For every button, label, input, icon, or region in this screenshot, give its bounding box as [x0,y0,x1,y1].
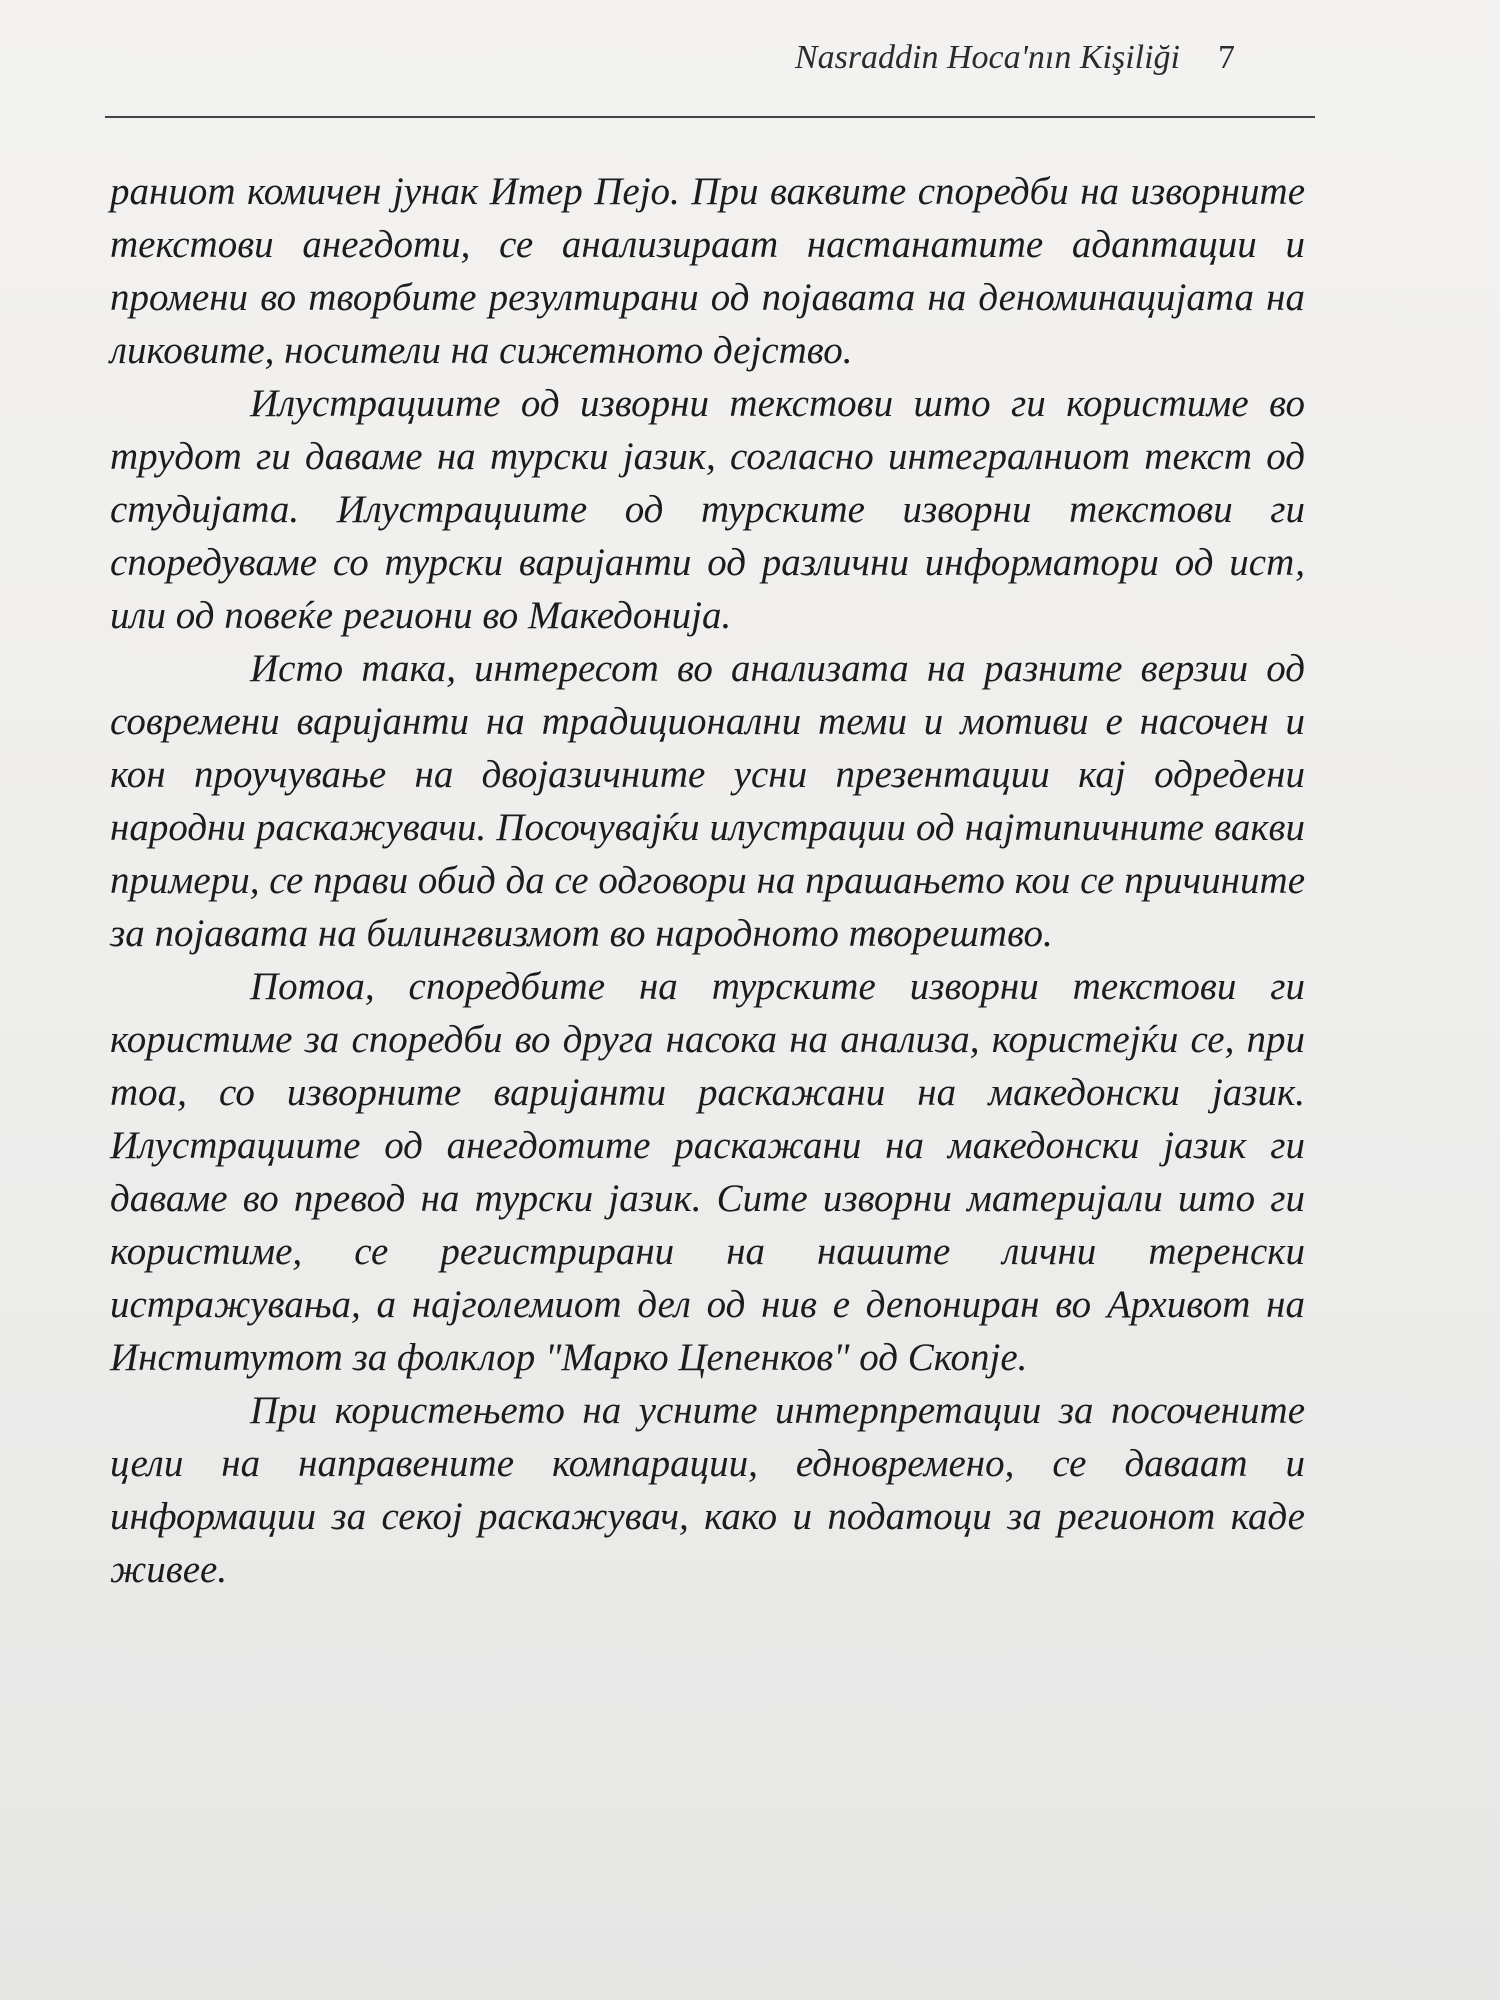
header-rule [105,116,1315,118]
paragraph-4: Потоа, споредбите на турските изворни текстови ги користиме за споредби во друга насока на анализа, користејќи се, при тоа, со изворните варијанти раскажани на македонски јазик. Илустрациите од анегдотите раскажани на македонски јазик ги даваме во превод на турски јазик. Сите изворни материјали што ги користиме, се регистрирани на нашите лични теренски истражувања, а најголемиот дел од нив е депониран во Архивот на Институтот за фолклор "Марко Цепенков" од Скопје. [110,965,1305,1379]
page-number: 7 [1218,39,1235,76]
running-header [105,28,1235,88]
paragraph-2: Илустрациите од изворни текстови што ги користиме во трудот ги даваме на турски јазик, согласно интегралниот текст од студијата. Илустрациите од турските изворни текстови ги споредуваме со турски варијанти од различни информатори од ист, или од повеќе региони во Македонија. [110,382,1305,637]
body-text [110,165,1305,1596]
paragraph-1: раниот комичен јунак Итер Пејо. При ваквите споредби на изворните текстови анегдоти, се анализираат настанатите адаптации и промени во творбите резултирани од појавата на деноминацијата на ликовите, носители на сижетното дејство. [110,170,1305,372]
header-title: Nasraddin Hoca'nın Kişiliği [794,39,1180,76]
paragraph-5: При користењето на усните интерпретации за посочените цели на направените компарации, едновремено, се даваат и информации за секој раскажувач, како и податоци за регионот каде живее. [110,1389,1305,1591]
paragraph-3: Исто така, интересот во анализата на разните верзии од современи варијанти на традиционални теми и мотиви е насочен и кон проучување на двојазичните усни презентации кај одредени народни раскажувачи. Посочувајќи илустрации од најтипичните вакви примери, се прави обид да се одговори на прашањето кои се причините за појавата на билингвизмот во народното творештво. [110,647,1305,955]
